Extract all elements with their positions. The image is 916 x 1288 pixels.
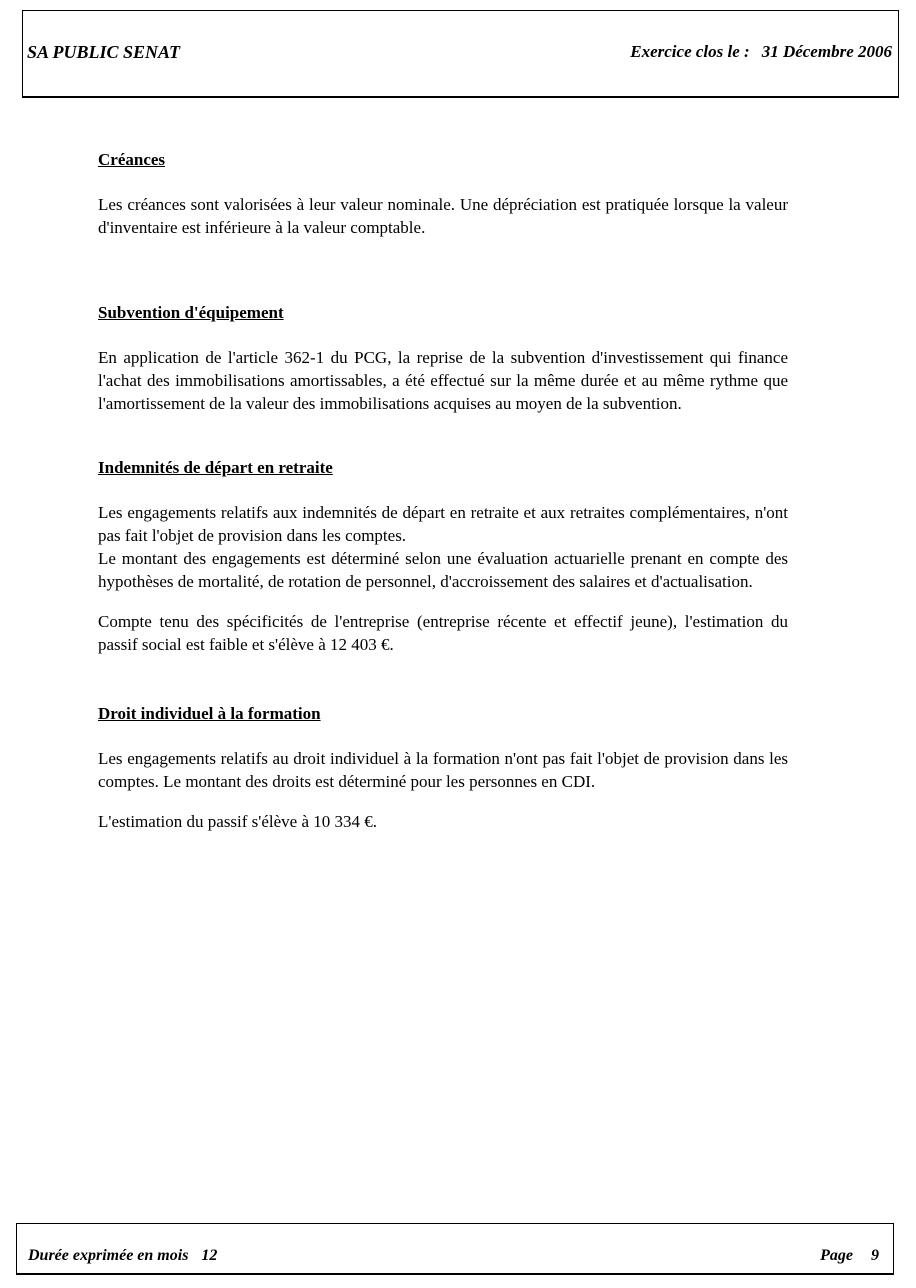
paragraph-block: [98, 193, 788, 239]
paragraph-block: [98, 346, 788, 415]
section-title: Subvention d'équipement: [98, 303, 284, 322]
section: [98, 302, 788, 415]
section: [98, 149, 788, 239]
paragraph: L'estimation du passif s'élève à 10 334 €.: [98, 812, 378, 831]
section-title: Droit individuel à la formation: [98, 704, 321, 723]
section: [98, 457, 788, 656]
paragraph: Compte tenu des spécificités de l'entreprise (entreprise récente et effectif jeune), l'estimation du passif social est faible et s'élève à 12 403 €.: [98, 612, 788, 654]
page-indicator: [820, 1247, 879, 1265]
exercise-close-date: [630, 42, 892, 62]
exercise-label: Exercice clos le :: [630, 42, 750, 61]
page-header: [22, 10, 899, 98]
paragraph: Le montant des engagements est déterminé selon une évaluation actuarielle prenant en compte des hypothèses de mortalité, de rotation de personnel, d'accroissement des salaires et d'actualisation.: [98, 549, 788, 591]
document-body: [98, 149, 788, 881]
paragraph-block: [98, 501, 788, 593]
paragraph: Les engagements relatifs au droit individuel à la formation n'ont pas fait l'objet de provision dans les comptes. Le montant des droits est déterminé pour les personnes en CDI.: [98, 749, 788, 791]
section-title: Indemnités de départ en retraite: [98, 458, 333, 477]
duration-value: 12: [201, 1247, 218, 1264]
page-label: Page: [820, 1247, 853, 1264]
paragraph: Les engagements relatifs aux indemnités de départ en retraite et aux retraites complémentaires, n'ont pas fait l'objet de provision dans les comptes.: [98, 503, 788, 545]
page-number: 9: [871, 1247, 879, 1264]
page-footer: [16, 1223, 894, 1275]
duration-label: Durée exprimée en mois: [28, 1247, 189, 1264]
company-name: SA PUBLIC SENAT: [27, 42, 181, 62]
duration-note: [28, 1247, 217, 1265]
paragraph-block: [98, 747, 788, 793]
paragraph-block: [98, 810, 788, 833]
paragraph: Les créances sont valorisées à leur valeur nominale. Une dépréciation est pratiquée lorsque la valeur d'inventaire est inférieure à la valeur comptable.: [98, 195, 788, 237]
exercise-date: 31 Décembre 2006: [761, 42, 892, 61]
section: [98, 703, 788, 833]
paragraph: En application de l'article 362-1 du PCG, la reprise de la subvention d'investissement qui finance l'achat des immobilisations amortissables, a été effectué sur la même durée et au même rythme que l'amortissement de la valeur des immobilisations acquises au moyen de la subvention.: [98, 348, 788, 413]
paragraph-block: [98, 610, 788, 656]
section-title: Créances: [98, 150, 166, 169]
